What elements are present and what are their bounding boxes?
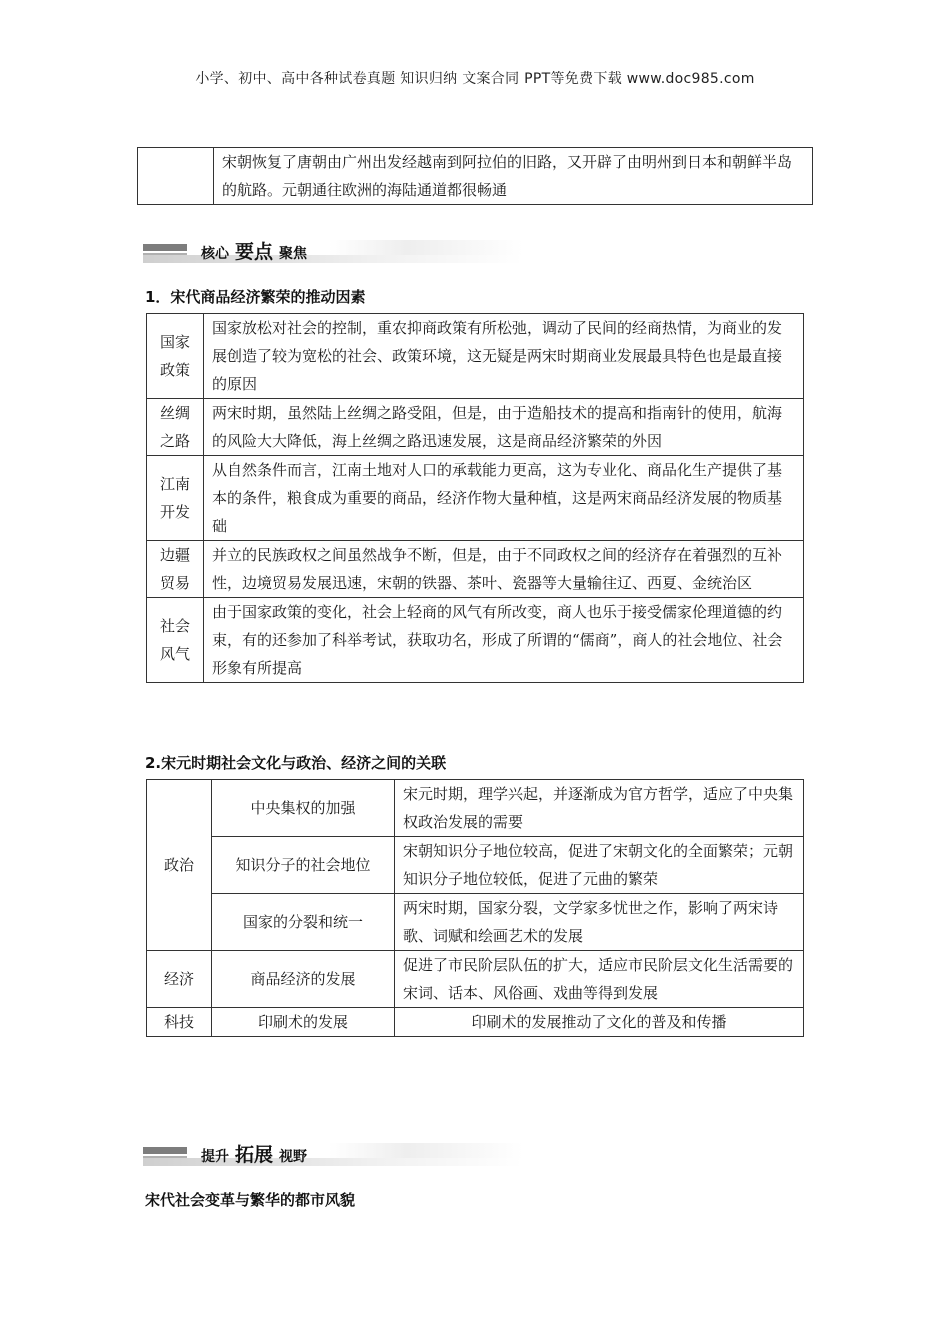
section-title-prefix: 提升 (201, 1149, 229, 1165)
section-title-emphasis: 要点 (235, 241, 274, 263)
section-title-suffix: 聚焦 (279, 246, 308, 262)
header-fade-top (329, 1143, 523, 1158)
header-light-bar (143, 253, 187, 255)
heading-culture-links: 2.宋元时期社会文化与政治、经济之间的关联 (145, 754, 447, 772)
page-header: 小学、初中、高中各种试卷真题 知识归纳 文案合同 PPT等免费下载 www.doc985.com (195, 71, 755, 87)
header-dark-bar (143, 1147, 187, 1154)
heading-song-cities: 宋代社会变革与繁华的都市风貌 (145, 1191, 356, 1209)
economy-label: 经济 (147, 951, 212, 1008)
header-fade-bar (143, 255, 523, 263)
sea-route-text: 宋朝恢复了唐朝由广州出发经越南到阿拉伯的旧路，又开辟了由明州到日本和朝鲜半岛的航路。元朝通往欧洲的海陆通道都很畅通 (214, 148, 813, 205)
heading-commerce-factors: 1．宋代商品经济繁荣的推动因素 (145, 288, 366, 306)
culture-links-table (146, 779, 804, 1037)
commerce-factors-table (146, 313, 804, 683)
section-header-core-points (143, 238, 523, 264)
factor-cell: 商品经济的发展 (212, 951, 395, 1008)
row-text: 国家放松对社会的控制，重农抑商政策有所松弛，调动了民间的经商热情，为商业的发展创造了较为宽松的社会、政策环境，这无疑是两宋时期商业发展最具特色也是最直接的原因 (204, 314, 804, 399)
effect-cell: 宋朝知识分子地位较高，促进了宋朝文化的全面繁荣；元朝知识分子地位较低，促进了元曲的繁荣 (395, 837, 804, 894)
row-label: 社会风气 (147, 598, 204, 683)
table-row (147, 894, 804, 951)
factor-cell: 国家的分裂和统一 (212, 894, 395, 951)
effect-cell: 宋元时期，理学兴起，并逐渐成为官方哲学，适应了中央集权政治发展的需要 (395, 780, 804, 837)
top-continuation-table (137, 147, 813, 205)
row-text: 两宋时期，虽然陆上丝绸之路受阻，但是，由于造船技术的提高和指南针的使用，航海的风险大大降低，海上丝绸之路迅速发展，这是商品经济繁荣的外因 (204, 399, 804, 456)
effect-cell: 两宋时期，国家分裂，文学家多忧世之作，影响了两宋诗歌、词赋和绘画艺术的发展 (395, 894, 804, 951)
section-title (201, 1140, 307, 1167)
section-title (201, 237, 307, 264)
section-title-suffix: 视野 (279, 1149, 308, 1165)
header-fade-bar (143, 1158, 523, 1166)
table-row (147, 837, 804, 894)
effect-cell: 促进了市民阶层队伍的扩大，适应市民阶层文化生活需要的宋词、话本、风俗画、戏曲等得到发展 (395, 951, 804, 1008)
empty-label-cell (138, 148, 214, 205)
row-label: 丝绸之路 (147, 399, 204, 456)
section-header-extension (143, 1141, 523, 1167)
row-label: 江南开发 (147, 456, 204, 541)
header-fade-top (329, 240, 523, 255)
table-row (147, 541, 804, 598)
factor-cell: 中央集权的加强 (212, 780, 395, 837)
row-label: 国家政策 (147, 314, 204, 399)
header-dark-bar (143, 244, 187, 251)
header-light-bar (143, 1156, 187, 1158)
factor-cell: 印刷术的发展 (212, 1008, 395, 1037)
effect-cell: 印刷术的发展推动了文化的普及和传播 (395, 1008, 804, 1037)
table-row (138, 148, 813, 205)
table-row (147, 1008, 804, 1037)
tech-label: 科技 (147, 1008, 212, 1037)
section-title-prefix: 核心 (201, 246, 229, 262)
table-row (147, 314, 804, 399)
table-row (147, 456, 804, 541)
row-label: 边疆贸易 (147, 541, 204, 598)
table-row (147, 780, 804, 837)
row-text: 从自然条件而言，江南土地对人口的承载能力更高，这为专业化、商品化生产提供了基本的条件，粮食成为重要的商品，经济作物大量种植，这是两宋商品经济发展的物质基础 (204, 456, 804, 541)
row-text: 并立的民族政权之间虽然战争不断，但是，由于不同政权之间的经济存在着强烈的互补性，边境贸易发展迅速，宋朝的铁器、茶叶、瓷器等大量输往辽、西夏、金统治区 (204, 541, 804, 598)
row-text: 由于国家政策的变化，社会上轻商的风气有所改变，商人也乐于接受儒家伦理道德的约束，有的还参加了科举考试，获取功名，形成了所谓的“儒商”，商人的社会地位、社会形象有所提高 (204, 598, 804, 683)
factor-cell: 知识分子的社会地位 (212, 837, 395, 894)
table-row (147, 399, 804, 456)
table-row (147, 951, 804, 1008)
politics-label: 政治 (147, 780, 212, 951)
table-row (147, 598, 804, 683)
section-title-emphasis: 拓展 (235, 1144, 274, 1166)
